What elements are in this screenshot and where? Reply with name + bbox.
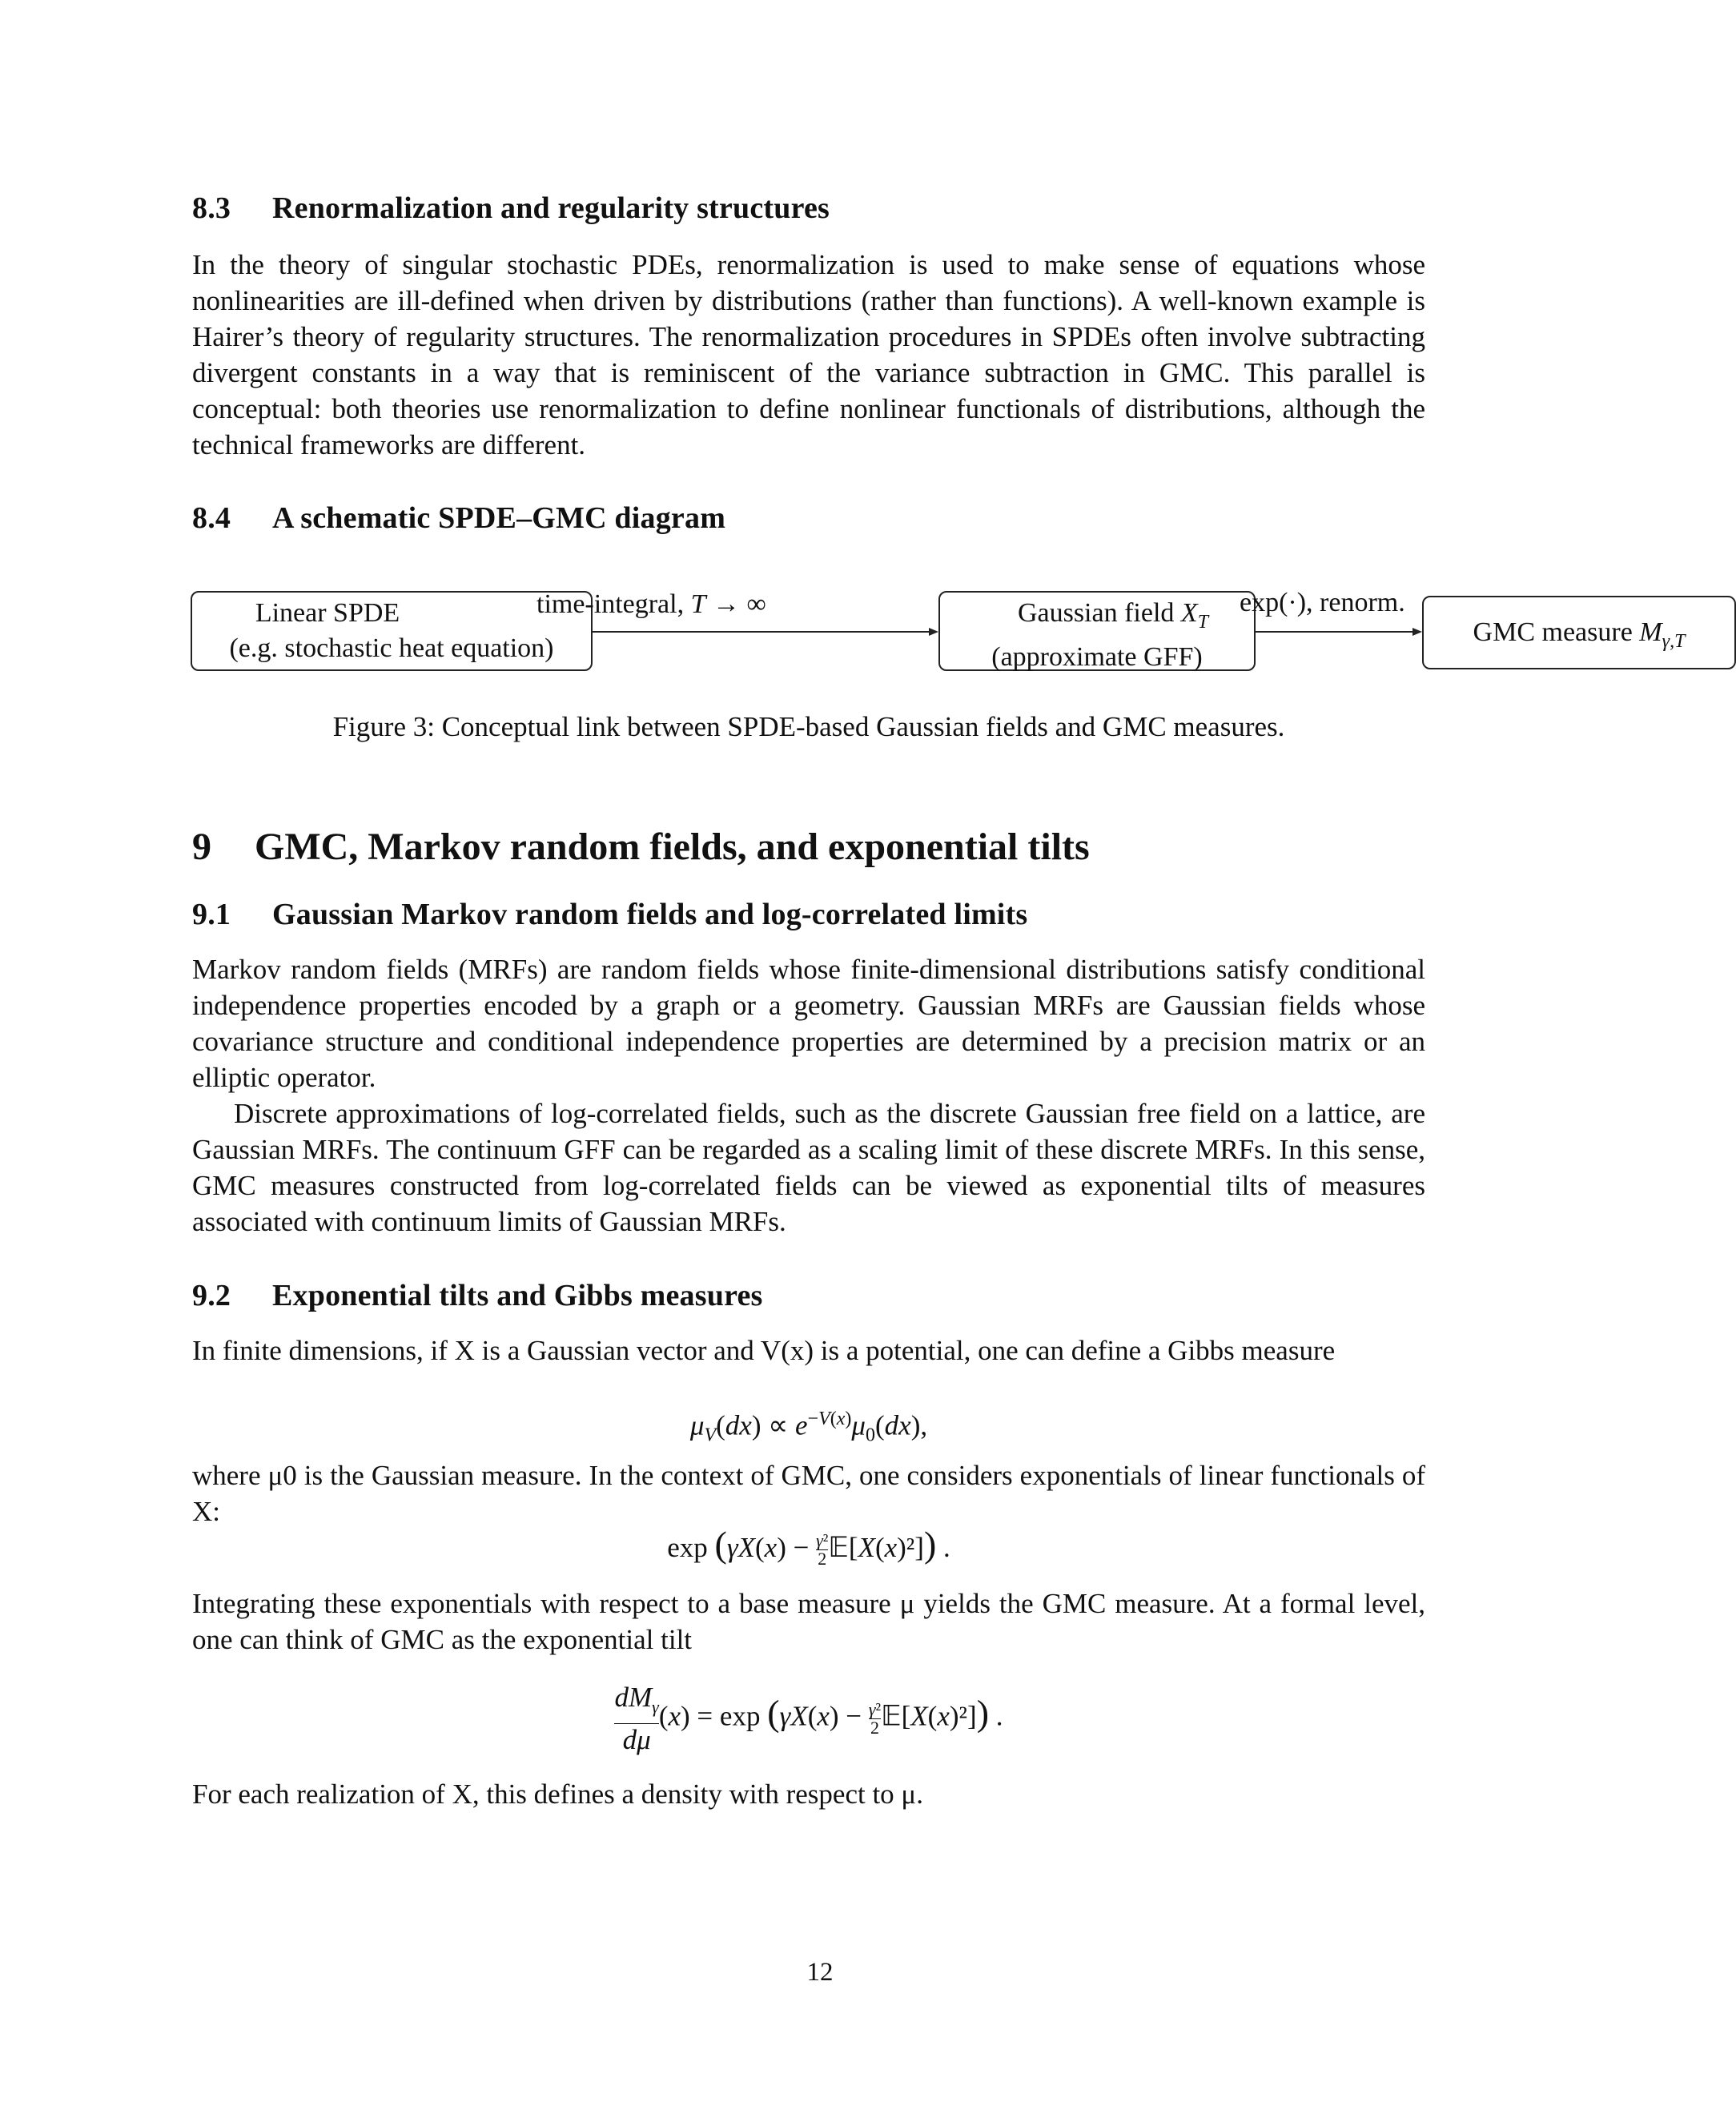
node-line: Gaussian field $X_T$ <box>1017 598 1209 633</box>
figure-caption: Figure 3: Conceptual link between SPDE-based Gaussian fields and GMC measures. <box>332 711 1285 742</box>
page-number: 12 <box>806 1958 834 1987</box>
edge-label-exp-renorm: exp(·), renorm. <box>1240 588 1405 617</box>
node-gmc-measure: GMC measure $M_{\gamma,T}$ <box>1422 596 1736 669</box>
paragraph-9-2-d: For each realization of X, this defines a density with respect to μ. <box>192 1778 923 1810</box>
section-title: Exponential tilts and Gibbs measures <box>272 1279 763 1312</box>
paragraph-9-2-b: where μ0 is the Gaussian measure. In the context of GMC, one considers exponentials of linear functionals of X: <box>192 1460 1425 1527</box>
spde-gmc-diagram <box>184 585 1686 689</box>
node-line: (approximate GFF) <box>991 641 1203 672</box>
section-number: 8.3 <box>192 191 231 225</box>
section-title: GMC, Markov random fields, and exponential tilts <box>255 826 1090 868</box>
section-number: 9.1 <box>192 898 231 931</box>
edge-label-time-integral: time-integral, T → ∞ <box>536 589 766 619</box>
section-title: Gaussian Markov random fields and log-correlated limits <box>272 898 1028 931</box>
section-number: 8.4 <box>192 501 231 535</box>
paragraph-9-1-b: Discrete approximations of log-correlated fields, such as the discrete Gaussian free field on a lattice, are Gaussian MRFs. The continuum GFF can be regarded as a scaling limit of these discrete MRFs. In this sense, GMC measures constructed from log-correlated fields can be viewed as exponential tilts of measures associated with continuum limits of Gaussian MRFs. <box>192 1098 1425 1237</box>
section-title: A schematic SPDE–GMC diagram <box>272 501 726 535</box>
node-gaussian-field <box>938 591 1256 671</box>
section-title: Renormalization and regularity structures <box>272 191 830 225</box>
section-number: 9 <box>192 826 211 868</box>
section-number: 9.2 <box>192 1279 231 1312</box>
section-heading-8-3 <box>192 191 830 226</box>
node-line: (e.g. stochastic heat equation) <box>229 633 554 663</box>
paragraph-9-2-c: Integrating these exponentials with respect to a base measure μ yields the GMC measure. At a formal level, one can think of GMC as the exponential tilt <box>192 1588 1425 1655</box>
section-heading-9-1 <box>192 897 1027 932</box>
equation-exponential: exp (γX(x) − $\frac{\text{γ²}}{2}$ 𝔼[X(x)²]) . <box>667 1524 950 1569</box>
section-heading-9-2 <box>192 1278 763 1313</box>
equation-tilt: $dM_\gamma$ dμ (x) = exp (γX(x) − $\frac{\text{γ²}}{2}$ 𝔼[X(x)²]) . <box>614 1682 1003 1755</box>
paragraph-8-3: In the theory of singular stochastic PDEs, renormalization is used to make sense of equations whose nonlinearities are ill-defined when driven by distributions (rather than functions). A well-known example is Hairer’s theory of regularity structures. The renormalization procedures in SPDEs often involve subtracting divergent constants in a way that is reminiscent of the variance subtraction in GMC. This parallel is conceptual: both theories use renormalization to define nonlinear functionals of distributions, although the technical frameworks are different. <box>192 249 1425 460</box>
node-linear-spde <box>191 591 593 671</box>
arrow-2 <box>1256 626 1422 637</box>
section-heading-8-4 <box>192 500 725 536</box>
chapter-heading-9 <box>192 825 1090 869</box>
equation-gibbs: $\mu_V(dx) \propto e^{-V(x)}\mu_0(dx)$, <box>689 1409 928 1446</box>
node-line: Linear SPDE <box>255 598 400 628</box>
arrow-1 <box>593 626 938 637</box>
paragraph-9-1-a: Markov random fields (MRFs) are random fields whose finite-dimensional distributions satisfy conditional independence properties encoded by a graph or a geometry. Gaussian MRFs are Gaussian fields whose covariance structure and conditional independence properties are determined by a precision matrix or an elliptic operator. <box>192 954 1425 1093</box>
paragraph-9-2-a: In finite dimensions, if X is a Gaussian vector and V(x) is a potential, one can define a Gibbs measure <box>192 1335 1336 1366</box>
